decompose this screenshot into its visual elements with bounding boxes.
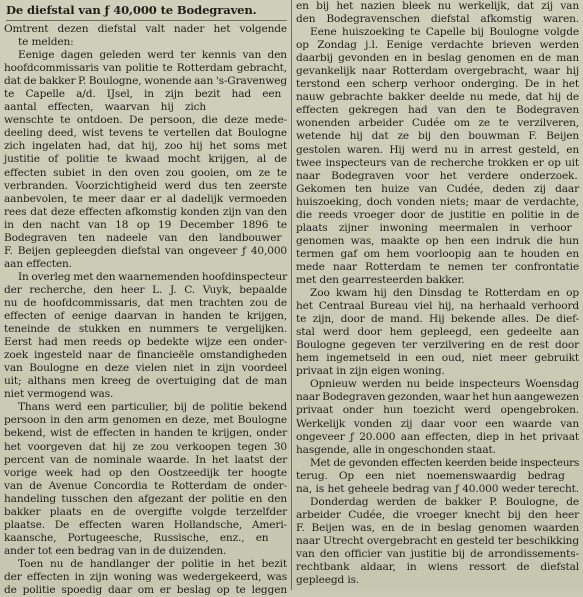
text-line: percent van de nominale waarde. In het laatst der (4, 453, 287, 466)
text-line: uit; althans men kreeg de overtuiging dat de man (4, 375, 287, 388)
text-line: Bodegraven ten nadeele van den landbouwer (4, 231, 282, 244)
text-line: plaats zijner inwoning meermalen in verhoor (296, 221, 572, 234)
left-column (4, 0, 290, 597)
text-line: wonenden arbeider Cudée om ze te verzilveren, (296, 117, 579, 130)
text-line: nauw gebrachte bakker deelde nu mede, dat hij de (296, 91, 579, 104)
text-line: terstond een scherp verhoor onderging. De in het (296, 78, 579, 91)
text-line: huiszoeking, doch vonden niets; maar de verdachte, (296, 195, 579, 208)
text-line: plaatse. De effecten waren Hollandsche, Ameri- (4, 518, 287, 531)
text-line: terug. Op een niet noemenswaardig bedrag (296, 469, 565, 482)
article-title: De diefstal van ƒ 40,000 te Bodegraven. (6, 2, 287, 21)
text-line: te Capelle a/d. IJsel, in zijn bezit had een (4, 88, 282, 101)
text-line: op Zondag j.l. Eenige verdachte brieven werden (296, 39, 579, 52)
text-line: In overleg met den waarnemenden hoofdinspecteur (18, 270, 287, 283)
text-line: aan effecten. (4, 257, 72, 270)
text-line: justitie of politie te kwaad mocht krijgen, al de (4, 153, 287, 166)
text-line: effecten subiet in den oven zou gooien, om ze te (4, 166, 287, 179)
text-line: die reeds vroeger door de justitie en politie in de (296, 208, 579, 221)
text-line: F. Beijen gepleegden diefstal van ongeveer ƒ 40,000 (4, 244, 287, 257)
text-line: teneinde de stukken en nummers te vergelijken. (4, 323, 287, 336)
text-line: Werkelijk vonden zij daar voor een waarde van (296, 417, 579, 430)
text-line: met den gearresteerden bakker. (296, 273, 465, 286)
text-line: de politie spoedig daar om er beslag op te leggen (4, 584, 287, 597)
text-line: deeling deed, wist tevens te vertellen dat Boulogne (4, 127, 287, 140)
text-line: Omtrent dezen diefstal valt nader het volgende (4, 23, 287, 35)
text-line: genomen was, maakte op hen een indruk die hun (296, 234, 579, 247)
text-line: rees dat deze effecten afkomstig konden zijn van den (4, 205, 287, 218)
text-line: mede naar Rotterdam te nemen ter confrontatie (296, 260, 579, 273)
text-line: te melden: (18, 36, 74, 49)
text-line: dat de bakker P. Boulogne, wonende aan 's-Gravenweg (4, 75, 287, 88)
text-line: den Bodegravenschen diefstal afkomstig waren. (296, 13, 579, 26)
text-line: arbeider Cudée, die vroeger knecht bij den heer (296, 508, 579, 521)
text-line: van de Avenue Concordia te Rotterdam de onder- (4, 479, 287, 492)
text-line: gepleegd is. (296, 574, 360, 587)
text-line: verbranden. Voorzichtigheid werd dus ten zeerste (4, 179, 287, 192)
text-line: twee inspecteurs van de recherche trokken er op uit (296, 156, 579, 169)
text-line: rechtbank aldaar, in wiens ressort de diefstal (296, 561, 579, 574)
text-line: wetende hij dat ze bij den bouwman F. Beijen (296, 130, 579, 143)
text-line: wenschte te ontdoen. De persoon, die deze mede- (4, 114, 287, 127)
text-line: Toen nu de handlanger der politie in het bezit (18, 557, 287, 570)
text-line: nu de hoofdcommissaris, dat men trachten zou de (4, 296, 287, 309)
text-line: der effecten in zijn woning was wedergekeerd, was (4, 570, 287, 583)
text-line: persoon in den arm genomen en deze, met Boulogne (4, 414, 287, 427)
text-line: van den officier van justitie bij de arrondissements- (296, 547, 579, 560)
text-line: zoek ingesteld naar de financieële omstandigheden (4, 349, 287, 362)
text-line: der recherche, den heer L. J. C. Vuyk, bepaalde (4, 283, 287, 296)
text-line: stal werd door hem gepleegd, een gedeelte aan (296, 326, 579, 339)
text-line: niet vermogend was. (4, 388, 114, 401)
text-line: effecten of eenige daarvan in handen te krijgen, (4, 310, 287, 323)
text-line: gevankelijk naar Rotterdam overgebracht, waar hij (296, 65, 579, 78)
right-column (296, 0, 579, 587)
text-line: handeling tusschen den afgezant der politie en den (4, 492, 287, 505)
text-line: Eene huiszoeking te Capelle bij Boulogne volgde (310, 26, 579, 39)
text-line: termen gaf om hem voorloopig aan te houden en (296, 247, 579, 260)
text-line: F. Beijen was, en de in beslag genomen waarden (296, 521, 579, 534)
text-line: hasgende, alle in ongeschonden staat. (296, 443, 496, 456)
text-line: aanbevolen, te meer daar er al dadelijk vermoeden (4, 192, 287, 205)
text-line: hoofdcommissaris van politie te Rotterdam gebracht, (4, 62, 287, 75)
text-line: Boulogne gegeven ter verzilvering en de rest door (296, 339, 579, 352)
text-line: bekend, wist de effecten in handen te krijgen, onder (4, 427, 287, 440)
text-line: privaat onder hun toezicht werd opengebroken. (296, 404, 579, 417)
text-line: bakker plaats en de overgifte volgde terzelfder (4, 505, 287, 518)
text-line: het Centraal Bureau viel hij, na herhaald verhoord (296, 300, 579, 313)
text-line: zich ingelaten had, dat hij, zoo hij het soms met (4, 140, 287, 153)
text-line: aantal effecten, waarvan hij zich (4, 101, 207, 114)
text-line: Eerst had men reeds op bedekte wijze een onder- (4, 336, 287, 349)
text-line: effecten gekregen had van den te Bodegraven (296, 104, 579, 117)
text-line: daarbij gevonden en in beslag genomen en de man (296, 52, 579, 65)
text-line: gestolen waren. Hij werd nu in arrest gesteld, en (296, 143, 579, 156)
text-line: het voorgeven dat hij ze zou verkoopen tegen 30 (4, 440, 287, 453)
text-line: naar Utrecht overgebracht en gesteld ter beschikking (296, 534, 579, 547)
text-line: Donderdag werden de bakker P. Boulogne, de (310, 495, 579, 508)
text-line: hem ingemetseld in een oud, niet meer gebruikt (296, 352, 579, 365)
text-line: en bij het nazien bleek nu werkelijk, dat zij van (296, 0, 579, 12)
text-line: ongeveer ƒ 20.000 aan effecten, diep in het privaat (296, 430, 579, 443)
text-line: na, is het geheele bedrag van ƒ 40.000 weder terecht. (296, 482, 579, 495)
text-line: kaansche, Portugeesche, Russische, enz., en (4, 531, 269, 544)
text-line: van Boulogne en deze vielen niet in zijn voordeel (4, 362, 287, 375)
text-line: te zijn, door de mand. Hij bekende alles. De dief- (296, 313, 579, 326)
column-divider (291, 0, 292, 590)
text-line: ander tot een bedrag van in de duizenden. (4, 544, 227, 557)
text-line: Eenige dagen geleden werd ter kennis van den (18, 49, 287, 62)
text-line: vorige week had op den Oostzeedijk ter hoogte (4, 466, 287, 479)
text-line: Zoo kwam hij den Dinsdag te Rotterdam en op (310, 287, 579, 300)
right-column-body (296, 0, 579, 587)
text-line: Met de gevonden effecten keerden beide inspecteurs (310, 456, 579, 469)
text-line: privaat in zijn eigen woning. (296, 365, 445, 378)
text-line: Opnieuw werden nu beide inspecteurs Woensdag (310, 378, 579, 391)
text-line: naar Bodegraven gezonden, waar het hun aangewezen (296, 391, 579, 404)
text-line: in den nacht van 18 op 19 December 1896 te (4, 218, 287, 231)
text-line: naar Bodegraven voor het verdere onderzoek. (296, 169, 578, 182)
text-line: Thans werd een particulier, bij de politie bekend (18, 401, 287, 414)
text-line: Gekomen ten huize van Cudée, deden zij daar (296, 182, 579, 195)
left-column-body (4, 23, 287, 597)
